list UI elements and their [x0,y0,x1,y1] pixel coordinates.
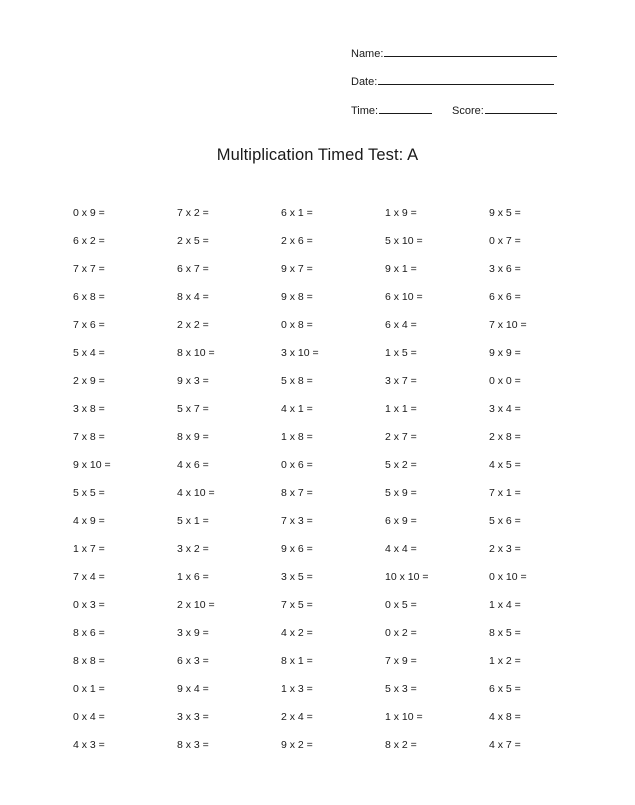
problem-item: 0 x 7 = [489,235,521,247]
problem-item: 4 x 3 = [73,739,105,751]
problem-item: 9 x 7 = [281,263,313,275]
problem-item: 1 x 9 = [385,207,417,219]
problem-item: 2 x 5 = [177,235,209,247]
problem-item: 4 x 2 = [281,627,313,639]
problem-item: 8 x 8 = [73,655,105,667]
problem-item: 3 x 7 = [385,375,417,387]
problem-item: 6 x 10 = [385,291,423,303]
problem-item: 5 x 10 = [385,235,423,247]
problem-item: 0 x 2 = [385,627,417,639]
problem-item: 2 x 6 = [281,235,313,247]
problem-item: 1 x 3 = [281,683,313,695]
problem-item: 6 x 5 = [489,683,521,695]
problem-item: 2 x 4 = [281,711,313,723]
problem-item: 9 x 10 = [73,459,111,471]
problem-item: 1 x 7 = [73,543,105,555]
problem-item: 8 x 3 = [177,739,209,751]
problem-item: 1 x 8 = [281,431,313,443]
problem-item: 3 x 9 = [177,627,209,639]
problem-item: 0 x 4 = [73,711,105,723]
problem-item: 7 x 10 = [489,319,527,331]
problem-item: 4 x 10 = [177,487,215,499]
problem-item: 8 x 10 = [177,347,215,359]
problem-item: 8 x 5 = [489,627,521,639]
problem-item: 7 x 5 = [281,599,313,611]
problem-item: 6 x 4 = [385,319,417,331]
problem-item: 0 x 8 = [281,319,313,331]
problem-item: 5 x 7 = [177,403,209,415]
score-field[interactable] [452,102,557,118]
problem-item: 6 x 7 = [177,263,209,275]
name-field[interactable] [351,45,557,61]
date-label: Date: [351,76,378,88]
problem-item: 9 x 9 = [489,347,521,359]
problem-item: 1 x 5 = [385,347,417,359]
problem-item: 5 x 3 = [385,683,417,695]
problem-item: 0 x 5 = [385,599,417,611]
problem-item: 8 x 2 = [385,739,417,751]
problem-item: 4 x 1 = [281,403,313,415]
score-blank-line[interactable] [485,102,557,114]
problem-item: 0 x 9 = [73,207,105,219]
problem-item: 8 x 4 = [177,291,209,303]
problem-item: 0 x 0 = [489,375,521,387]
problem-grid [72,206,572,766]
problem-item: 8 x 1 = [281,655,313,667]
problem-item: 8 x 9 = [177,431,209,443]
problem-item: 7 x 2 = [177,207,209,219]
problem-item: 7 x 7 = [73,263,105,275]
problem-item: 6 x 6 = [489,291,521,303]
problem-item: 6 x 3 = [177,655,209,667]
problem-item: 9 x 4 = [177,683,209,695]
problem-item: 8 x 6 = [73,627,105,639]
problem-item: 2 x 10 = [177,599,215,611]
problem-item: 5 x 5 = [73,487,105,499]
problem-item: 9 x 8 = [281,291,313,303]
problem-item: 8 x 7 = [281,487,313,499]
problem-item: 0 x 6 = [281,459,313,471]
problem-item: 6 x 2 = [73,235,105,247]
problem-item: 5 x 9 = [385,487,417,499]
problem-item: 5 x 2 = [385,459,417,471]
problem-item: 4 x 9 = [73,515,105,527]
problem-item: 2 x 8 = [489,431,521,443]
problem-item: 6 x 8 = [73,291,105,303]
problem-item: 1 x 1 = [385,403,417,415]
problem-item: 2 x 2 = [177,319,209,331]
problem-item: 2 x 7 = [385,431,417,443]
problem-item: 4 x 7 = [489,739,521,751]
name-blank-line[interactable] [384,45,557,57]
problem-item: 5 x 1 = [177,515,209,527]
problem-item: 0 x 1 = [73,683,105,695]
page-title: Multiplication Timed Test: A [216,146,419,164]
problem-item: 1 x 2 = [489,655,521,667]
problem-item: 6 x 9 = [385,515,417,527]
problem-item: 9 x 1 = [385,263,417,275]
problem-item: 1 x 10 = [385,711,423,723]
problem-item: 0 x 10 = [489,571,527,583]
problem-item: 4 x 8 = [489,711,521,723]
problem-item: 2 x 3 = [489,543,521,555]
name-label: Name: [351,48,384,60]
problem-item: 7 x 3 = [281,515,313,527]
score-label: Score: [452,105,484,117]
date-field[interactable] [351,73,554,89]
problem-item: 4 x 4 = [385,543,417,555]
problem-item: 3 x 2 = [177,543,209,555]
problem-item: 10 x 10 = [385,571,429,583]
problem-item: 9 x 2 = [281,739,313,751]
problem-item: 7 x 9 = [385,655,417,667]
problem-item: 1 x 6 = [177,571,209,583]
time-label: Time: [351,105,379,117]
problem-item: 9 x 3 = [177,375,209,387]
problem-item: 9 x 5 = [489,207,521,219]
problem-item: 7 x 8 = [73,431,105,443]
problem-item: 3 x 5 = [281,571,313,583]
problem-item: 5 x 4 = [73,347,105,359]
problem-item: 3 x 10 = [281,347,319,359]
problem-item: 3 x 4 = [489,403,521,415]
problem-item: 5 x 6 = [489,515,521,527]
problem-item: 2 x 9 = [73,375,105,387]
problem-item: 6 x 1 = [281,207,313,219]
problem-item: 3 x 8 = [73,403,105,415]
problem-item: 7 x 6 = [73,319,105,331]
time-blank-line[interactable] [379,102,432,114]
problem-item: 4 x 6 = [177,459,209,471]
problem-item: 9 x 6 = [281,543,313,555]
problem-item: 3 x 6 = [489,263,521,275]
problem-item: 0 x 3 = [73,599,105,611]
problem-item: 7 x 1 = [489,487,521,499]
problem-item: 7 x 4 = [73,571,105,583]
time-field[interactable] [351,102,432,118]
problem-item: 4 x 5 = [489,459,521,471]
problem-item: 1 x 4 = [489,599,521,611]
problem-item: 5 x 8 = [281,375,313,387]
problem-item: 3 x 3 = [177,711,209,723]
date-blank-line[interactable] [378,73,554,85]
